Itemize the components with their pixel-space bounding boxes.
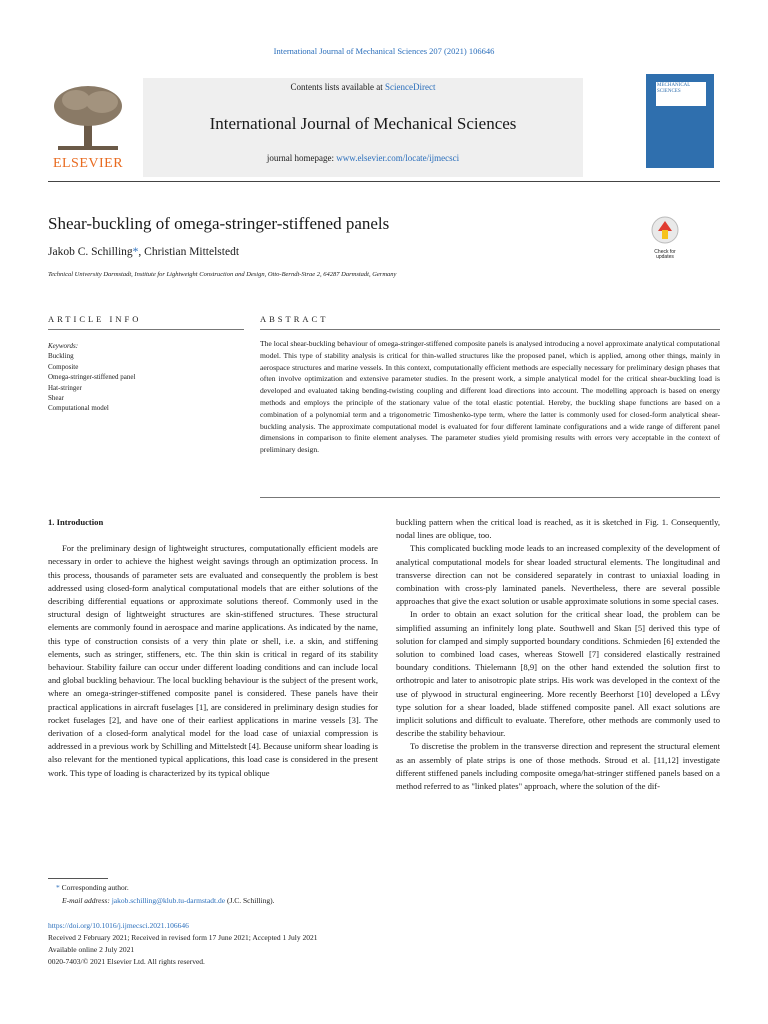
paragraph: In order to obtain an exact solution for the critical shear load, the problem can be simplified assuming an infinitely long plate. Southwell and Skan [5] derived this type of solution for clamped and simply supported boundary conditions. Schmieden [6] extended the solution to combined load cases, whereas Stowell [7] considered elastically restrained boundary conditions. Thielemann [8,9] on the other hand extended the solution first to orthotropic and later to anisotropic plate strips. His work was developed in the context of the use of plywood in structural engineering. More recently Beerhorst [10] developed a LÉvy type solution for a shear loaded, blade stiffened composite panel. All exact solutions are implicit solutions and difficult to evaluate. Therefore, other methods are commonly used to describe the stability behaviour. (396, 609, 720, 739)
article-title: Shear-buckling of omega-stringer-stiffened panels (48, 214, 390, 233)
paragraph: This complicated buckling mode leads to an increased complexity of the development of analytical computational models for shear loaded structural elements. The longitudinal and transverse direction can not be considered separately in contrast to uniaxial loading in combination with cross-ply laminated panels. Nevertheless, there are several possible approaches that give the exact solution or usable approximate solutions in some special cases. (396, 543, 720, 607)
contents-line (143, 82, 583, 92)
affiliation: Technical University Darmstadt, Institute for Lightweight Construction and Design, Otto-Berndt-Strae 2, 64287 Darmstadt, Germany (48, 271, 397, 278)
keyword: Shear (48, 394, 64, 403)
keyword: Hat-stringer (48, 383, 82, 392)
keywords-label: Keywords: (48, 342, 79, 350)
author-list (48, 246, 239, 258)
keyword: Omega-stringer-stiffened panel (48, 373, 136, 382)
corresponding-author-mark[interactable]: * (132, 246, 139, 258)
header-divider (48, 181, 720, 182)
keyword: Composite (48, 362, 79, 371)
received-dates: Received 2 February 2021; Received in revised form 17 June 2021; Accepted 1 July 2021 (48, 933, 318, 942)
sciencedirect-link[interactable]: ScienceDirect (385, 82, 436, 92)
footnote-corresponding (56, 882, 129, 893)
footnote-divider (48, 878, 108, 879)
abstract-text: The local shear-buckling behaviour of omega-stringer-stiffened composite panels is analysed introducing a novel approximate analytical computational model. This type of stability analysis is critical for thin-walled structures like the proposed panel, which is applied, among other things, mainly in aerospace structures and marine vessels. In this context, computationally efficient methods are especially necessary for preliminary design phases that often involve optimization and extensive parameter studies. In the present work, a simple analytical model for the critical shear-buckling load is developed and evaluated taking bending-twisting coupling and different load directions into account. The modelling approach is based on energy methods and employs the principle of the stationary value of the total elastic potential. Hereby, the buckling shape functions are based on a combination of a polynomial term and a trigonometric Timoshenko-type term, where the latter is commonly used for closed-form analytical shear-buckling analysis. The approximate computational model is evaluated for four different laminate configurations and a wide range of different panel dimensions in comparison to finite element analyses. The parameter studies yield promising results with errors very acceptable in the context of preliminary design. (260, 339, 720, 455)
right-column (396, 516, 720, 793)
homepage-prefix: journal homepage: (266, 153, 337, 163)
paragraph: buckling pattern when the critical load is reached, as it is sketched in Fig. 1. Consequently, nodal lines are oblique, too. (396, 517, 720, 541)
crossmark-label: Check for updates (654, 249, 676, 260)
elsevier-tree-logo (48, 82, 128, 174)
homepage-link[interactable]: www.elsevier.com/locate/ijmecsci (336, 153, 460, 163)
contents-prefix: Contents lists available at (290, 82, 385, 92)
publisher-name: ELSEVIER (52, 156, 124, 171)
paragraph: To discretise the problem in the transverse direction and represent the structural element as an assembly of plate strips is one of those methods. Stroud et al. [11,12] investigate different stiffened panels including composite omega/hat-stringer stiffened panels based on a method referred to as "linked plates" approach, where the solution of the dif- (396, 741, 720, 792)
crossmark-icon[interactable] (650, 215, 680, 260)
journal-title: International Journal of Mechanical Sciences (209, 114, 517, 133)
journal-homepage (143, 153, 583, 163)
info-divider (48, 329, 244, 330)
cover-title: MECHANICAL SCIENCES (656, 82, 706, 106)
journal-banner (143, 78, 583, 177)
article-info-heading: ARTICLE INFO (48, 314, 142, 324)
abstract-heading: ABSTRACT (260, 314, 329, 324)
abstract-divider (260, 329, 720, 330)
email-link[interactable]: jakob.schilling@klub.tu-darmstadt.de (111, 896, 226, 905)
email-suffix: (J.C. Schilling). (225, 896, 275, 905)
journal-citation[interactable]: International Journal of Mechanical Sciences 207 (2021) 106646 (273, 46, 495, 56)
journal-cover-image (646, 74, 714, 168)
section-heading: 1. Introduction (48, 517, 104, 527)
doi-link[interactable] (48, 920, 189, 931)
available-date: Available online 2 July 2021 (48, 945, 135, 954)
email-label: E-mail address: (62, 896, 112, 905)
footnote-text: Corresponding author. (61, 883, 129, 892)
keyword: Computational model (48, 404, 109, 413)
author-name: , Christian Mittelstedt (138, 246, 240, 258)
abstract-bottom-divider (260, 497, 720, 498)
journal-header (48, 78, 720, 177)
copyright: 0020-7403/© 2021 Elsevier Ltd. All rights reserved. (48, 957, 205, 966)
keyword: Buckling (48, 352, 74, 361)
doi-text[interactable]: https://doi.org/10.1016/j.ijmecsci.2021.106646 (48, 921, 189, 930)
footnote-mark: * (56, 883, 60, 892)
paragraph: For the preliminary design of lightweight structures, computationally efficient models are necessary in order to achieve the highest weight savings through an optimization process. In this process, thousands of parameter sets are evaluated and consequently the problem is best addressed using closed-form analytical computational models that are either solutions of the describing differential equations or approximate solutions thereof. Commonly used in the structural design of lightweight structures are skin-stiffened structures. These structural elements are commonly found in aerospace and marine applications. As indicated by the name, this type of construction consists of a very thin plate or shell, i.e. a skin, and stiffening elements, such as stringer, stiffeners, etc. The thin skin is critical in regard of its stability behaviour. Stability failure can occur under different loading conditions and can include local and global buckling behaviour. The local buckling behaviour is the subject of the present work, where an omega-stringer-stiffened composite panel is considered. These panels have their practical applications in aircraft fuselages [1], are considered in preliminary design studies for rocket fuselages [2], and have one of their earliest applications in marine vessels [3]. The derivation of a closed-form analytical model for the load case of uniaxial compression is addressed in a previous work by Schilling and Mittelstedt [4]. Because uniform shear loading is also relevant for the mentioned typical applications, this load case is considered in the present work. This type of loading is characterized by its typical oblique (48, 543, 378, 778)
author-name: Jakob C. Schilling (48, 246, 133, 258)
left-column (48, 516, 378, 780)
keywords-block (48, 341, 135, 414)
footnote-email (62, 895, 274, 906)
